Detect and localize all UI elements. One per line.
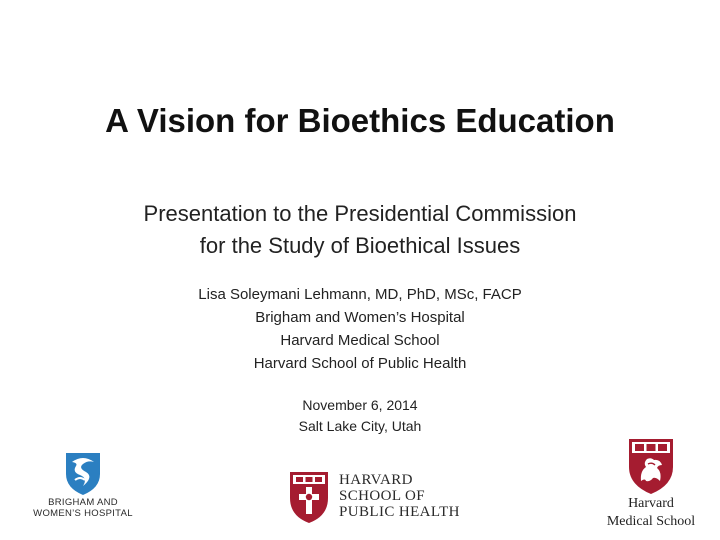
hms-wordmark: [596, 495, 706, 531]
hms-wordmark-line: Harvard: [628, 496, 674, 511]
hsph-logo: [287, 470, 460, 526]
hms-shield-icon: [596, 437, 706, 495]
presentation-location: Salt Lake City, Utah: [298, 418, 422, 434]
date-location: [0, 395, 720, 437]
hms-logo: [596, 437, 706, 532]
author-name: Lisa Soleymani Lehmann, MD, PhD, MSc, FACP: [198, 286, 522, 303]
subtitle-line: Presentation to the Presidential Commission: [143, 201, 577, 226]
hsph-wordmark-line: HARVARD: [339, 472, 413, 488]
bwh-logo: [28, 450, 138, 525]
affiliation: Brigham and Women’s Hospital: [255, 309, 465, 326]
hms-wordmark-line: Medical School: [606, 514, 696, 529]
slide-title: A Vision for Bioethics Education: [105, 102, 615, 139]
affiliation: Harvard Medical School: [280, 332, 440, 349]
presentation-date: November 6, 2014: [302, 397, 418, 413]
hsph-wordmark-line: SCHOOL OF: [339, 488, 425, 504]
hsph-wordmark-line: PUBLIC HEALTH: [339, 504, 460, 520]
affiliation: Harvard School of Public Health: [253, 355, 467, 372]
bwh-wordmark: [28, 497, 138, 519]
bwh-shield-icon: [28, 450, 138, 496]
hsph-shield-icon: [287, 470, 331, 524]
subtitle-line: for the Study of Bioethical Issues: [199, 233, 521, 258]
hsph-wordmark: [339, 472, 460, 520]
author-block: [0, 283, 720, 375]
slide-subtitle: [0, 198, 720, 262]
bwh-wordmark-line: BRIGHAM AND: [48, 497, 118, 508]
bwh-wordmark-line: WOMEN’S HOSPITAL: [33, 508, 133, 519]
